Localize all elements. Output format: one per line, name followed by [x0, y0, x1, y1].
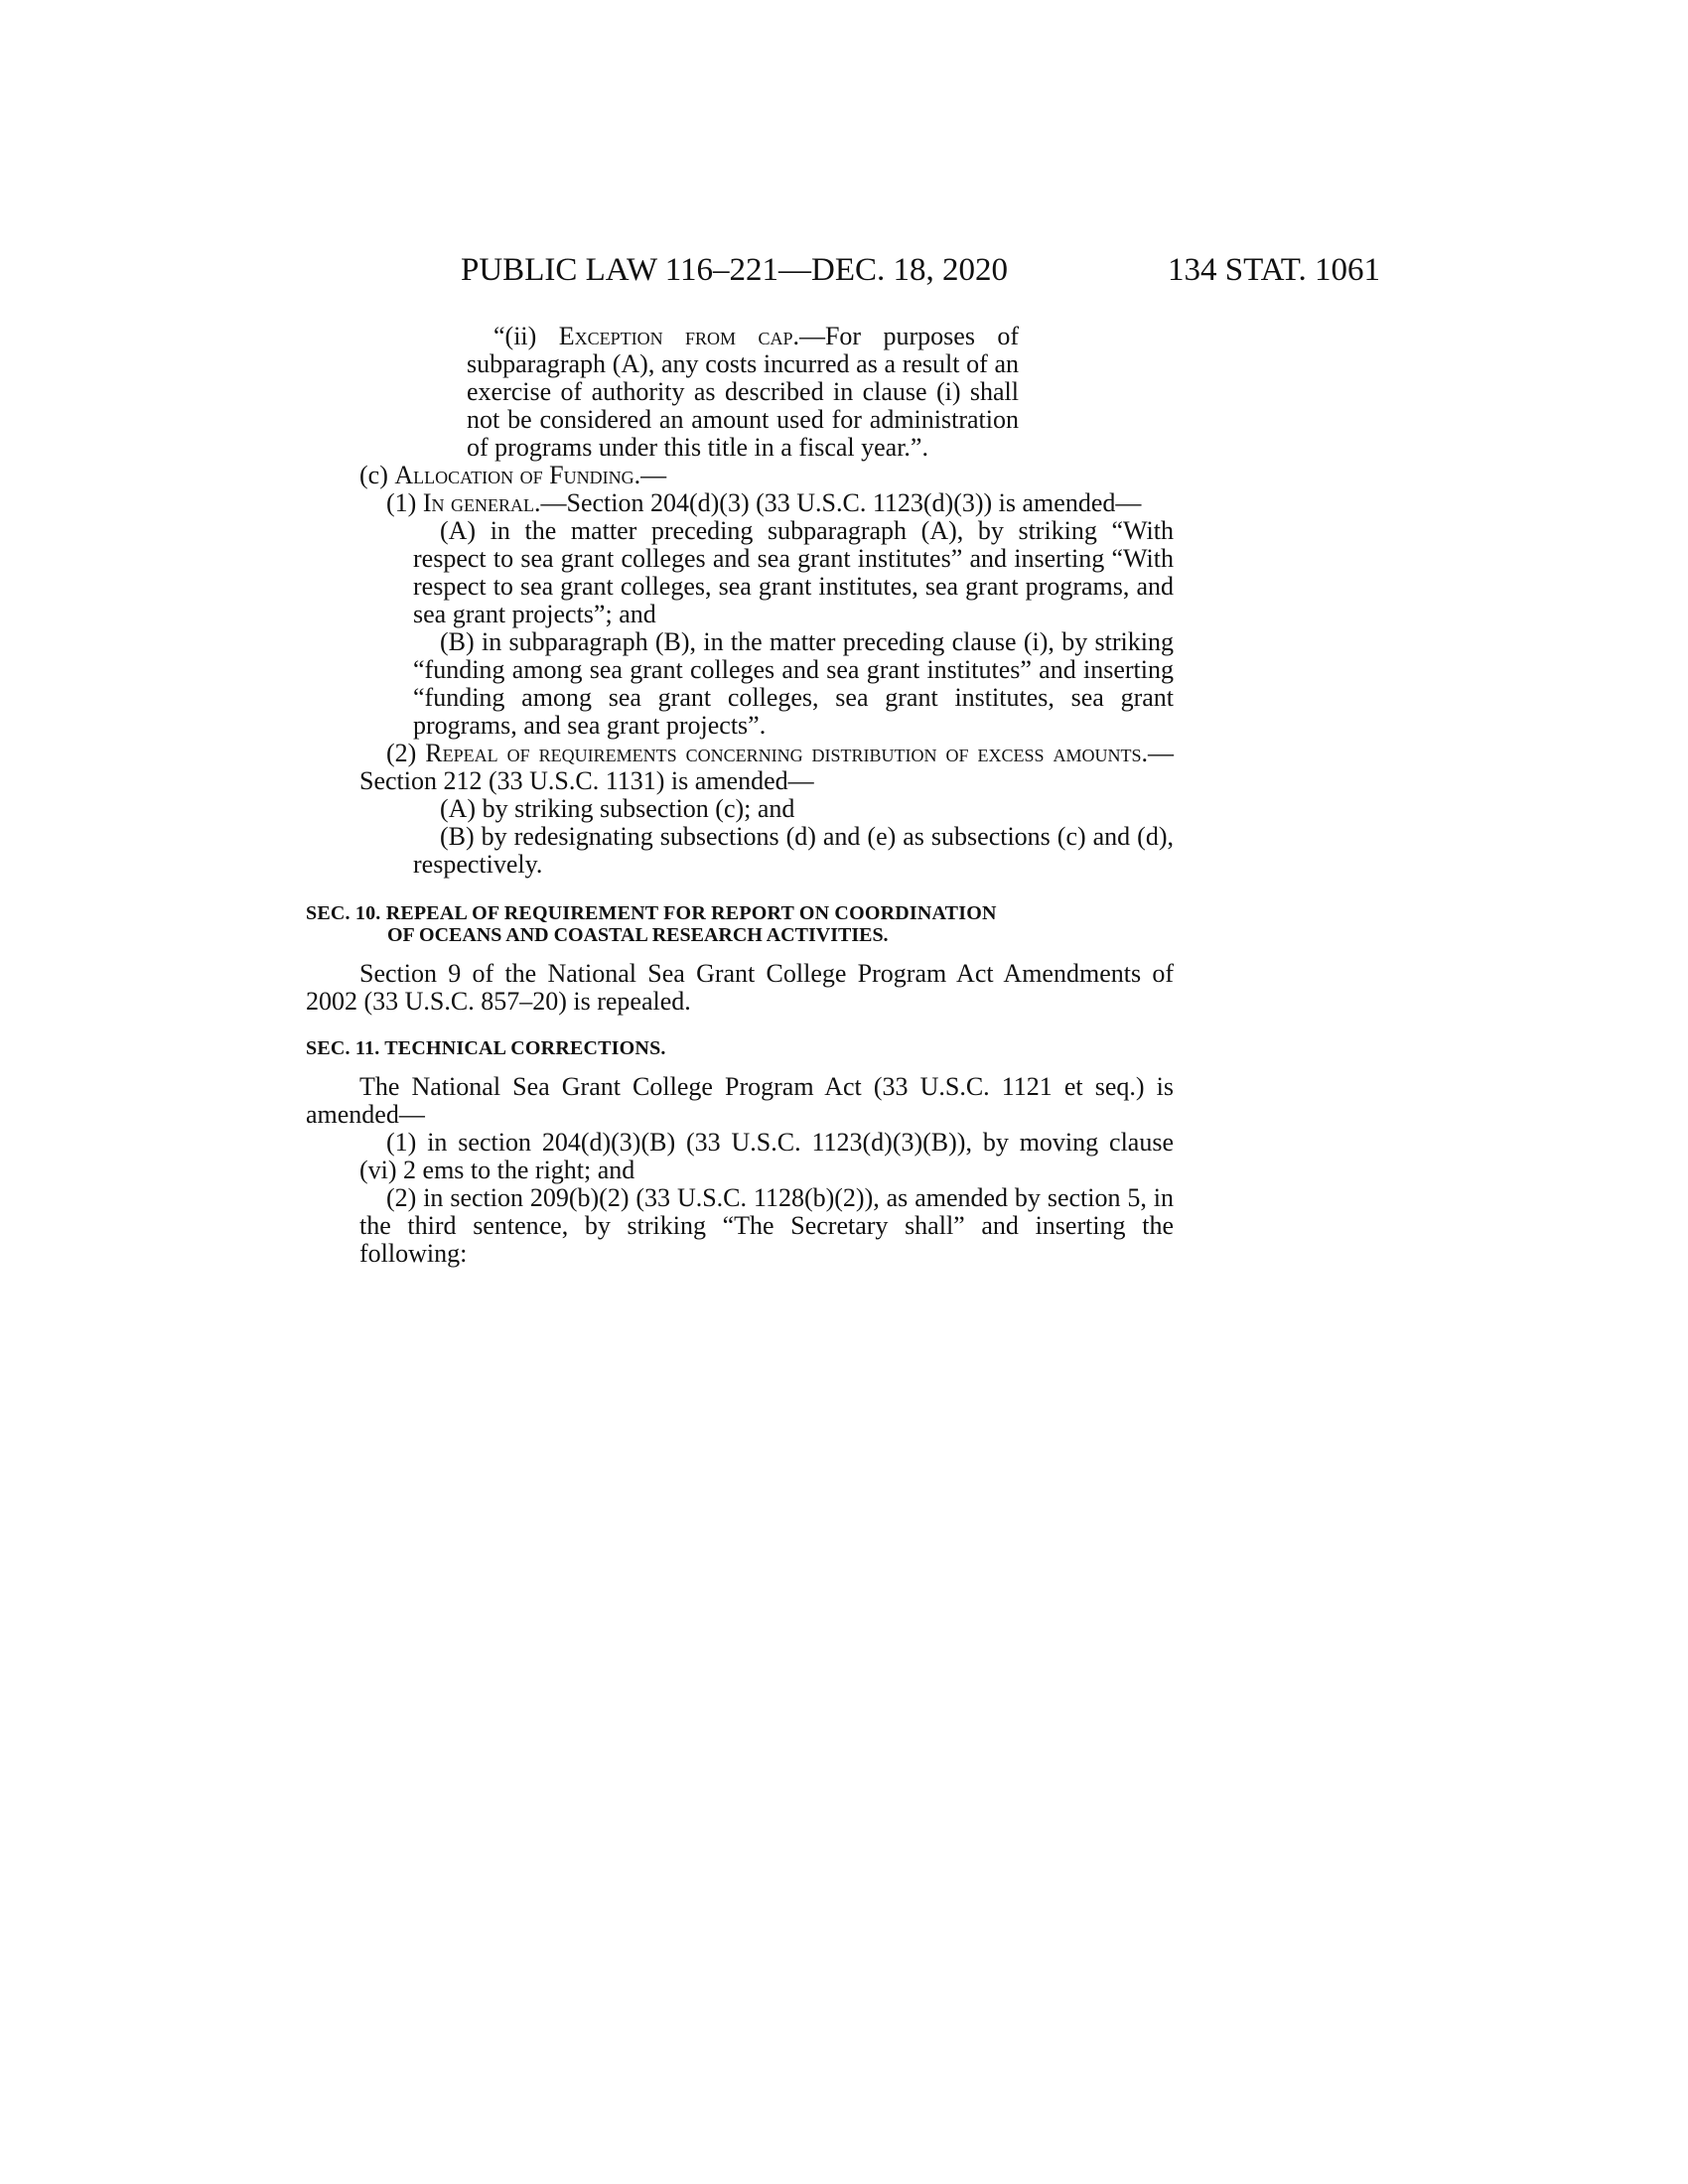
page-header — [461, 250, 1380, 290]
spacer — [306, 879, 1180, 902]
document-body — [306, 323, 1180, 1268]
paragraph-1-heading: In general — [422, 488, 534, 517]
section-11-heading: SEC. 11. TECHNICAL CORRECTIONS. — [306, 1037, 666, 1059]
stat-page-number: 134 STAT. 1061 — [1167, 252, 1380, 288]
spacer — [306, 946, 1180, 960]
section-11-item-1: (1) in section 204(d)(3)(B) (33 U.S.C. 1123(d)(3)(B)), by moving clause (vi) 2 ems to the right; and — [359, 1128, 1174, 1184]
paragraph-2-B: (B) by redesignating subsections (d) and (e) as subsections (c) and (d), respectively. — [413, 822, 1174, 879]
paragraph-1: (1) In general.—Section 204(d)(3) (33 U.S.C. 1123(d)(3)) is amended— — [386, 488, 1142, 517]
subsection-c-heading: Allocation of Funding — [394, 461, 634, 489]
paragraph-2-heading: Repeal of requirements concerning distribution of excess amounts — [425, 739, 1142, 767]
section-10-heading-line1: SEC. 10. REPEAL OF REQUIREMENT FOR REPORT ON COORDINATION — [306, 902, 997, 924]
section-10-heading-line2: OF OCEANS AND COASTAL RESEARCH ACTIVITIES. — [387, 924, 889, 946]
paragraph-1-A: (A) in the matter preceding subparagraph (A), by striking “With respect to sea grant colleges and sea grant institutes” and inserting “With respect to sea grant colleges, sea grant institutes, sea grant programs, and sea grant projects”; and — [413, 516, 1174, 628]
section-11-text: The National Sea Grant College Program Act (33 U.S.C. 1121 et seq.) is amended— — [306, 1072, 1174, 1129]
clause-ii: “(ii) Exception from cap.—For purposes of subparagraph (A), any costs incurred as a result of an exercise of authority as described in clause (i) shall not be considered an amount used for administration of programs under this title in a fiscal year.”. — [467, 322, 1019, 462]
spacer — [306, 1016, 1180, 1037]
paragraph-2-A: (A) by striking subsection (c); and — [440, 794, 795, 823]
clause-ii-heading: Exception from cap — [558, 322, 793, 350]
section-10-text: Section 9 of the National Sea Grant College Program Act Amendments of 2002 (33 U.S.C. 857–20) is repealed. — [306, 959, 1174, 1016]
section-11-item-2: (2) in section 209(b)(2) (33 U.S.C. 1128(b)(2)), as amended by section 5, in the third sentence, by striking “The Secretary shall” and inserting the following: — [359, 1183, 1174, 1268]
subsection-c: (c) Allocation of Funding.— — [359, 461, 667, 489]
running-head: PUBLIC LAW 116–221—DEC. 18, 2020 — [461, 252, 1009, 288]
spacer — [306, 1059, 1180, 1073]
paragraph-1-B: (B) in subparagraph (B), in the matter preceding clause (i), by striking “funding among sea grant colleges and sea grant institutes” and inserting “funding among sea grant colleges, sea grant institutes, sea grant programs, and sea grant projects”. — [413, 627, 1174, 740]
paragraph-2: (2) Repeal of requirements concerning distribution of excess amounts.—Section 212 (33 U.S.C. 1131) is amended— — [359, 739, 1174, 795]
